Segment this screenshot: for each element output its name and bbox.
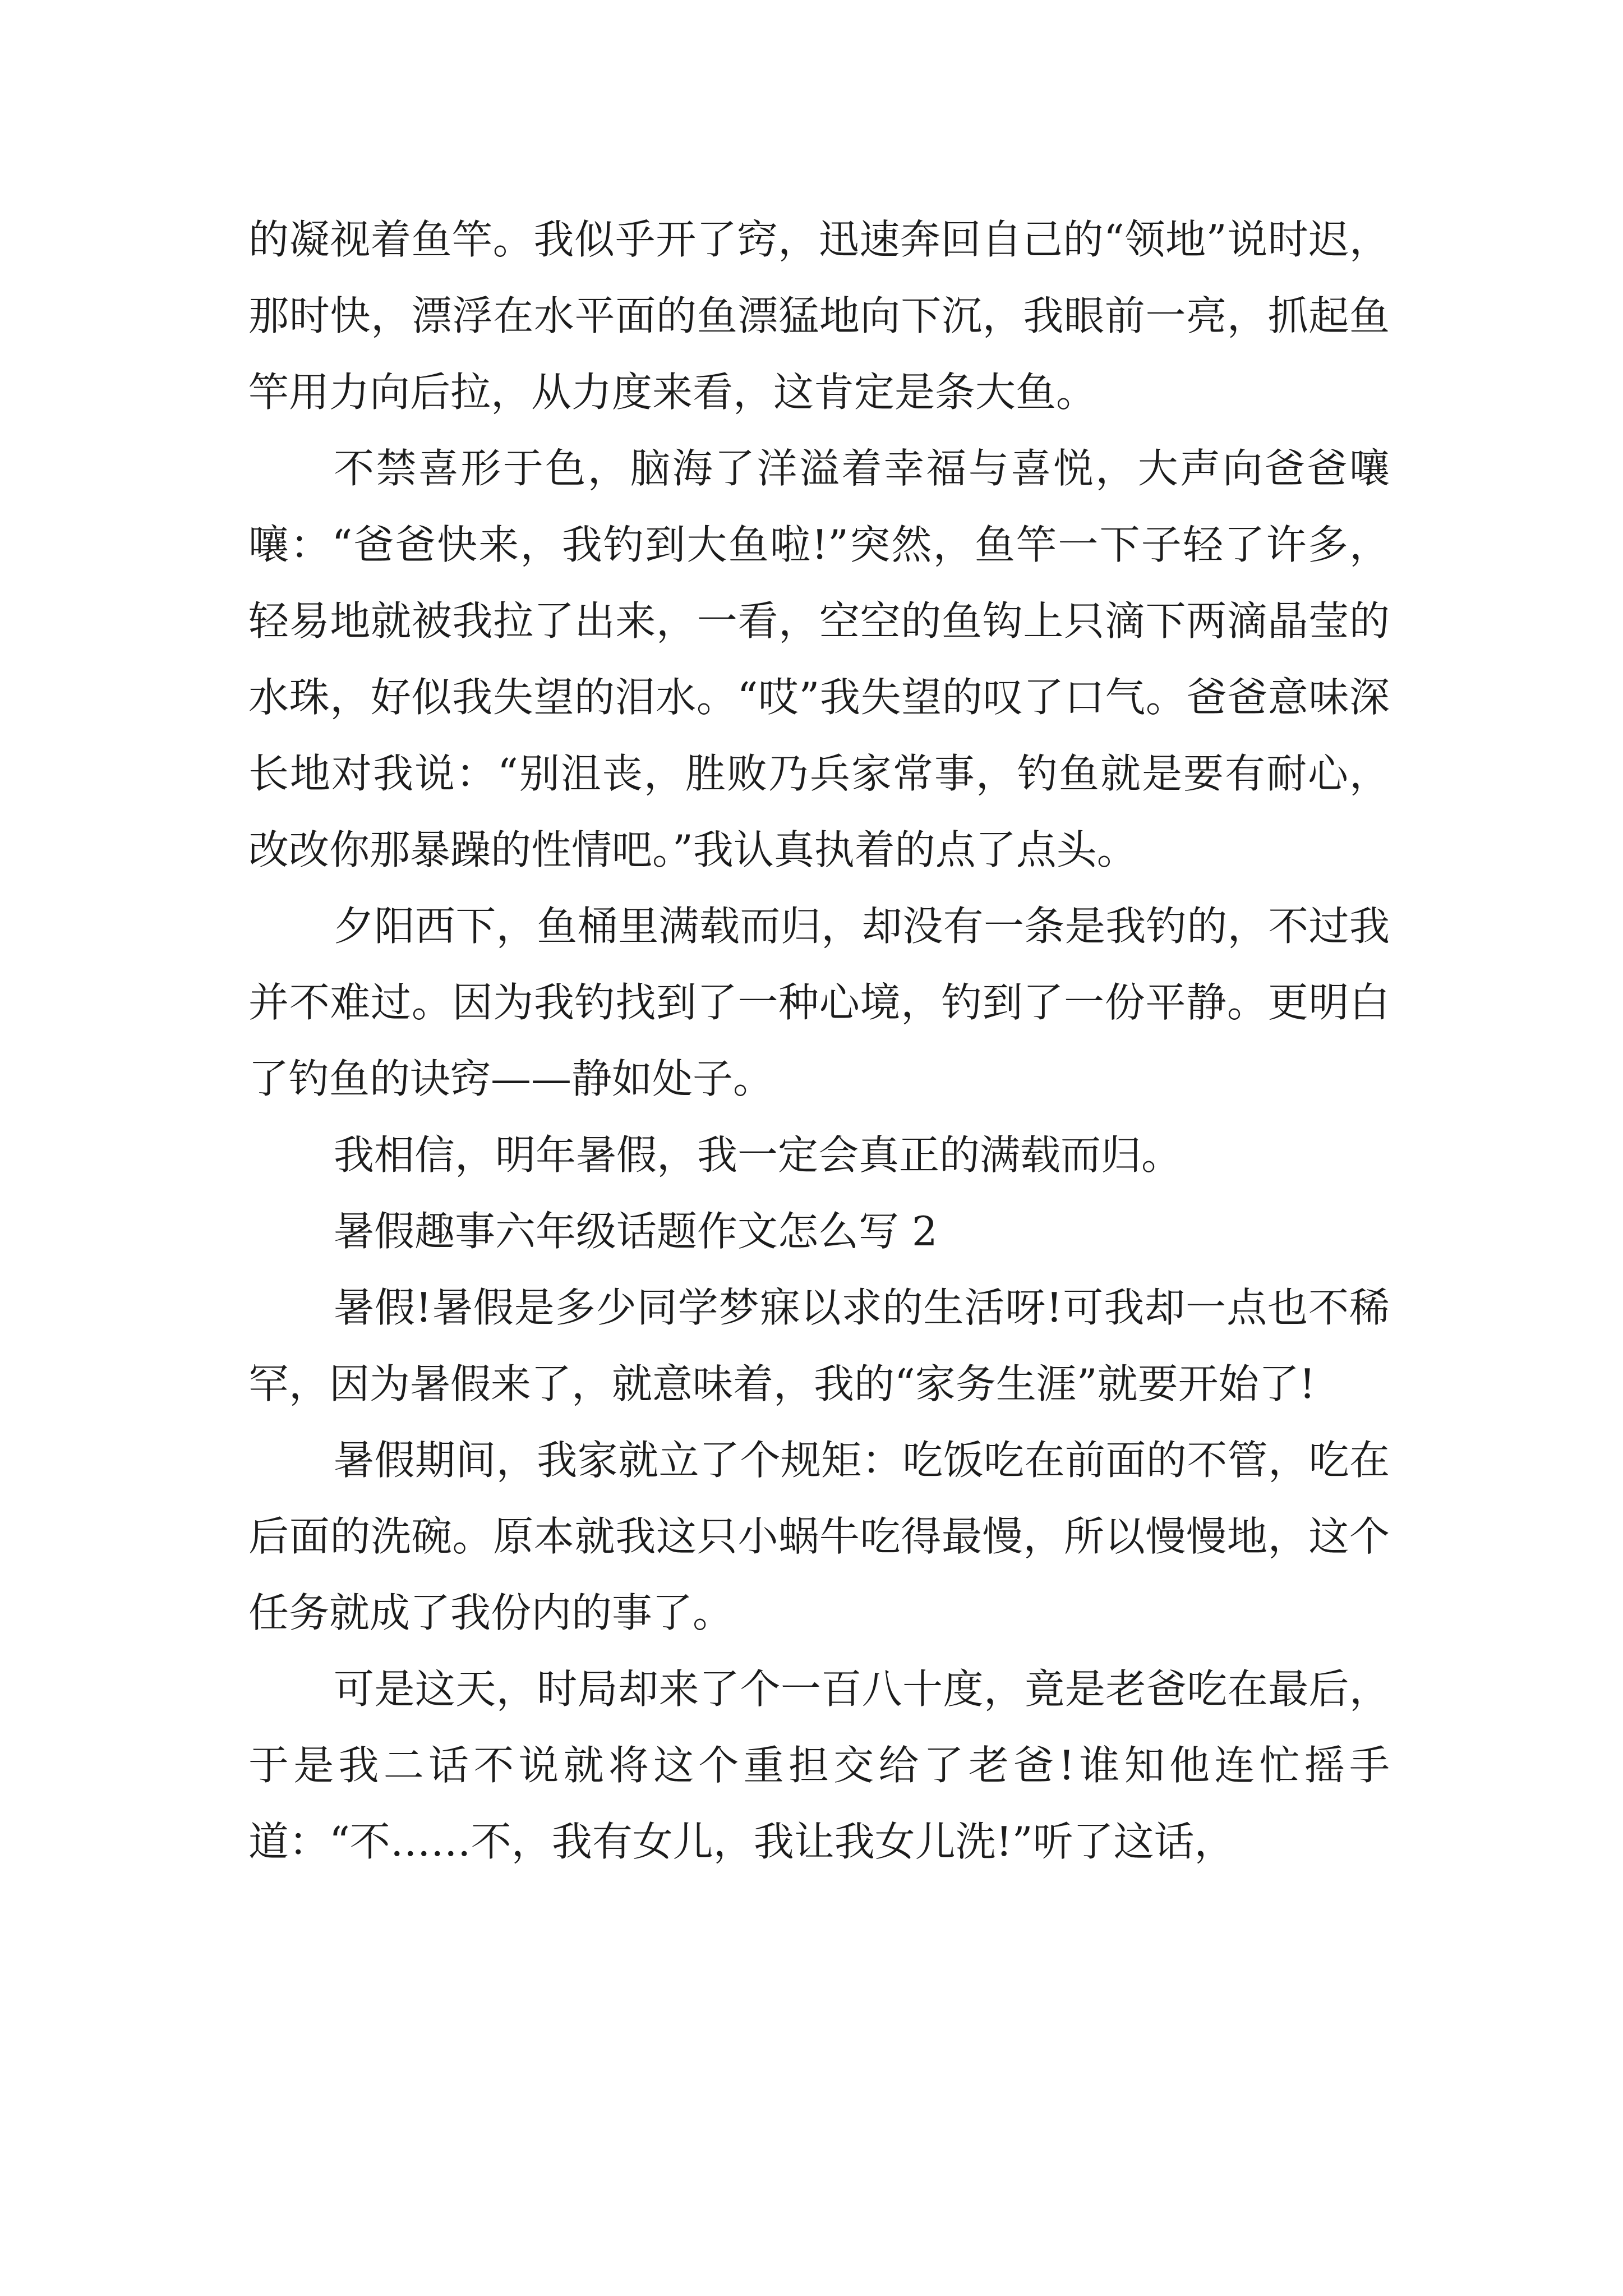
paragraph-1: 的凝视着鱼竿。我似乎开了窍，迅速奔回自己的“领地”说时迟，那时快，漂浮在水平面的鱼漂猛地向下沉，我眼前一亮，抓起鱼竿用力向后拉，从力度来看，这肯定是条大鱼。	[248, 216, 1390, 416]
body-text	[248, 201, 1390, 1880]
paragraph-7: 可是这天，时局却来了个一百八十度，竟是老爸吃在最后，于是我二话不说就将这个重担交给了老爸!谁知他连忙摇手道：“不……不，我有女儿，我让我女儿洗!”听了这话，	[248, 1665, 1390, 1865]
paragraph-3: 夕阳西下，鱼桶里满载而归，却没有一条是我钓的，不过我并不难过。因为我钓找到了一种心境，钓到了一份平静。更明白了钓鱼的诀窍——静如处子。	[248, 903, 1390, 1102]
section-heading: 暑假趣事六年级话题作文怎么写 2	[334, 1208, 938, 1255]
paragraph-5: 暑假!暑假是多少同学梦寐以求的生活呀!可我却一点也不稀罕，因为暑假来了，就意味着，我的“家务生涯”就要开始了!	[248, 1284, 1390, 1407]
paragraph-2: 不禁喜形于色，脑海了洋溢着幸福与喜悦，大声向爸爸嚷嚷：“爸爸快来，我钓到大鱼啦!”突然，鱼竿一下子轻了许多，轻易地就被我拉了出来，一看，空空的鱼钩上只滴下两滴晶莹的水珠，好似我失望的泪水。“哎”我失望的叹了口气。爸爸意味深长地对我说：“别沮丧，胜败乃兵家常事，钓鱼就是要有耐心，改改你那暴躁的性情吧。”我认真执着的点了点头。	[248, 445, 1390, 873]
paragraph-6: 暑假期间，我家就立了个规矩：吃饭吃在前面的不管，吃在后面的洗碗。原本就我这只小蜗牛吃得最慢，所以慢慢地，这个任务就成了我份内的事了。	[248, 1437, 1390, 1636]
paragraph-4: 我相信，明年暑假，我一定会真正的满载而归。	[334, 1131, 1182, 1179]
